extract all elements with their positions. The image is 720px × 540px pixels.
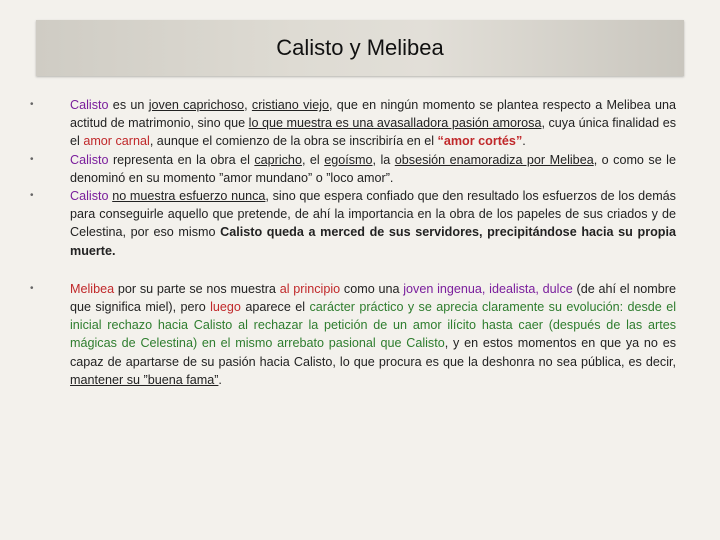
text-segment: , sino que espera confiado que den resultado los esfuerzos de los demás para conseguirle aquello que pretende, de ahí la importancia en la obra de los papeles de sus criados y de Celestina, por eso mismo xyxy=(70,189,676,240)
text-segment: , y en estos momentos en que ya no es capaz de apartarse de su pasión hacia Calisto, lo que procura es que la deshonra no sea pública, es decir, xyxy=(70,336,676,369)
text-segment: , el xyxy=(301,152,325,167)
underlined-phrase: joven caprichoso xyxy=(148,98,245,112)
red-bold-phrase: “amor cortés” xyxy=(437,134,523,149)
text-segment: aparece el xyxy=(240,300,310,315)
bullet-item-2 xyxy=(30,151,676,187)
text-segment: , la xyxy=(372,152,395,167)
underlined-phrase: obsesión enamoradiza por Melibea xyxy=(394,152,594,167)
calisto-name: Calisto xyxy=(70,189,109,204)
red-phrase: luego xyxy=(210,300,241,315)
text-segment: , aunque el comienzo de la obra se inscribiría en el xyxy=(149,134,438,149)
title-bar xyxy=(36,20,684,76)
red-phrase: amor carnal xyxy=(83,134,150,149)
text-segment: . xyxy=(218,372,222,387)
bullet-item-3 xyxy=(30,187,676,260)
text-segment: es un xyxy=(108,98,149,112)
bullet-list xyxy=(30,96,677,389)
underlined-phrase: mantener su ”buena fama” xyxy=(70,372,219,387)
text-segment: , o como se le denominó en su momento ”amor mundano” o ”loco amor”. xyxy=(70,152,676,185)
underlined-phrase: cristiano viejo xyxy=(251,98,329,112)
bold-phrase: Calisto queda a merced de sus servidores, precipitándose hacia su propia muerte xyxy=(70,225,676,258)
calisto-name: Calisto xyxy=(70,152,109,167)
bullet-icon: • xyxy=(30,99,34,110)
red-phrase: al principio xyxy=(279,281,341,296)
purple-phrase: joven ingenua, idealista, dulce xyxy=(403,281,573,296)
underlined-phrase: lo que muestra es una avasalladora pasión amorosa xyxy=(248,116,542,131)
text-segment: como una xyxy=(340,281,404,296)
text-segment: , que en ningún momento se plantea respecto a Melibea una actitud de matrimonio, sino que xyxy=(70,98,676,131)
text-segment: , xyxy=(244,98,252,112)
text-segment: representa en la obra el xyxy=(108,152,255,167)
text-segment: por su parte se nos muestra xyxy=(114,281,280,296)
bullet-icon: • xyxy=(30,190,34,202)
text-segment: , cuya única finalidad es el xyxy=(70,116,676,149)
text-segment: (de ahí el nombre que significa miel), pero xyxy=(70,281,676,315)
melibea-name: Melibea xyxy=(70,281,115,296)
green-phrase: carácter práctico y se aprecia claramente su evolución: desde el inicial rechazo hacia Calisto al rechazar la petición de un amor ilícito hasta caer (después de las artes mágicas de Celestina) en el mismo arrebato pasional que Calisto xyxy=(70,300,677,351)
text-segment: . xyxy=(112,243,116,258)
bullet-item-1 xyxy=(30,96,676,151)
bullet-icon: • xyxy=(30,153,34,165)
slide-title: Calisto y Melibea xyxy=(276,35,444,60)
underlined-phrase: no muestra esfuerzo nunca xyxy=(112,189,266,204)
bullet-icon: • xyxy=(30,282,34,294)
text-segment: . xyxy=(522,134,526,149)
bullet-item-4 xyxy=(30,280,677,389)
calisto-name: Calisto xyxy=(70,98,109,112)
underlined-phrase: egoísmo xyxy=(324,152,373,167)
underlined-phrase: capricho xyxy=(254,152,302,167)
